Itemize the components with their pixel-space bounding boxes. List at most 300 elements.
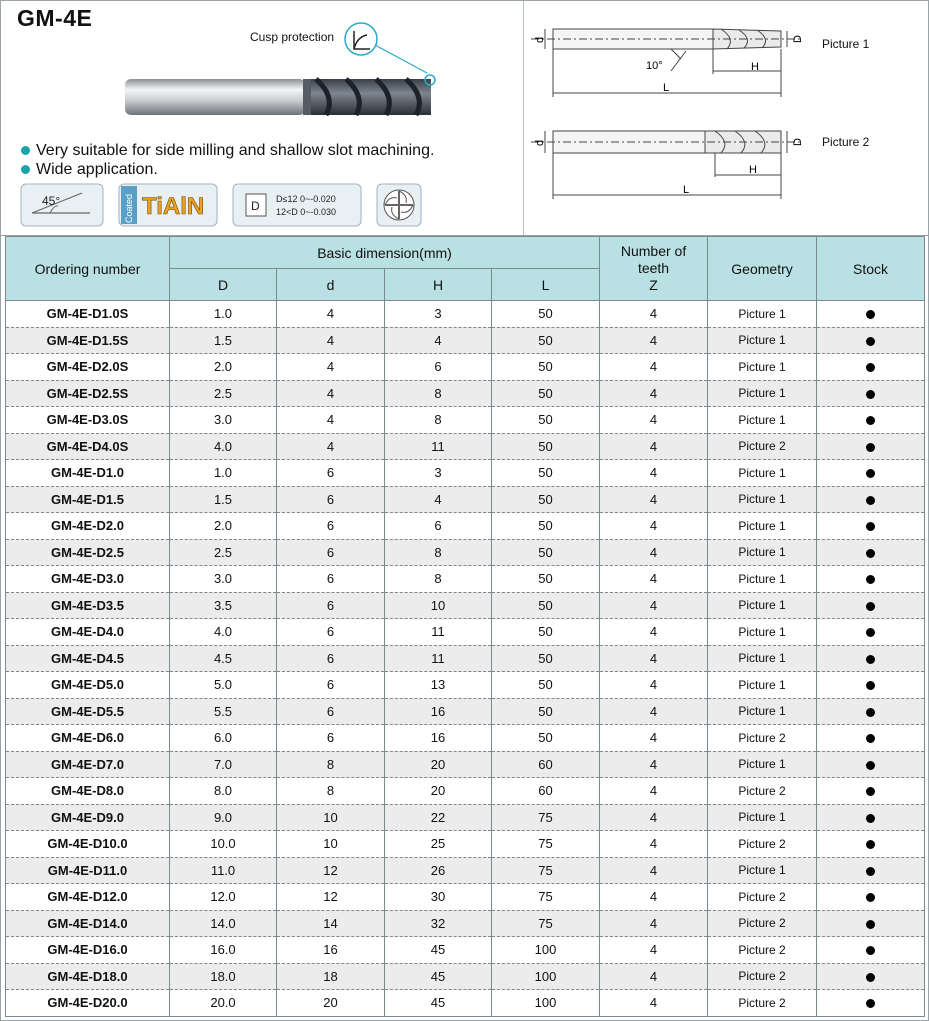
teeth-cell: 4 (600, 831, 708, 858)
stock-cell (817, 778, 925, 805)
in-stock-dot-icon (866, 973, 875, 982)
in-stock-dot-icon (866, 655, 875, 664)
stock-cell (817, 857, 925, 884)
stock-cell (817, 460, 925, 487)
teeth-cell: 4 (600, 301, 708, 328)
D-cell: 8.0 (170, 778, 277, 805)
d-cell: 4 (277, 327, 385, 354)
in-stock-dot-icon (866, 787, 875, 796)
stock-cell (817, 910, 925, 937)
H-cell: 8 (385, 380, 492, 407)
svg-text:Coated: Coated (124, 193, 134, 223)
svg-text:TiAlN: TiAlN (142, 193, 205, 220)
cusp-protection-label: Cusp protection (250, 30, 335, 44)
stock-cell (817, 619, 925, 646)
teeth-cell: 4 (600, 539, 708, 566)
table-row (6, 698, 925, 725)
d-cell: 6 (277, 539, 385, 566)
H-cell: 26 (385, 857, 492, 884)
geometry-cell: Picture 1 (708, 804, 817, 831)
H-cell: 45 (385, 990, 492, 1017)
table-row (6, 990, 925, 1017)
geometry-cell: Picture 1 (708, 407, 817, 434)
in-stock-dot-icon (866, 708, 875, 717)
geometry-cell: Picture 1 (708, 592, 817, 619)
in-stock-dot-icon (866, 602, 875, 611)
H-cell: 45 (385, 963, 492, 990)
D-cell: 1.0 (170, 301, 277, 328)
in-stock-dot-icon (866, 814, 875, 823)
in-stock-dot-icon (866, 575, 875, 584)
d-cell: 4 (277, 433, 385, 460)
ordering-number-cell: GM-4E-D4.0S (6, 433, 170, 460)
table-row (6, 778, 925, 805)
H-cell: 30 (385, 884, 492, 911)
ordering-number-cell: GM-4E-D1.0 (6, 460, 170, 487)
D-cell: 11.0 (170, 857, 277, 884)
svg-text:12<D 0~-0.030: 12<D 0~-0.030 (276, 207, 337, 217)
header-d: d (277, 269, 385, 301)
d-cell: 12 (277, 884, 385, 911)
H-cell: 25 (385, 831, 492, 858)
d-cell: 18 (277, 963, 385, 990)
bullet-dot-icon (21, 165, 30, 174)
H-cell: 16 (385, 698, 492, 725)
H-cell: 22 (385, 804, 492, 831)
teeth-cell: 4 (600, 778, 708, 805)
d-cell: 6 (277, 619, 385, 646)
teeth-cell: 4 (600, 645, 708, 672)
ordering-number-cell: GM-4E-D2.0S (6, 354, 170, 381)
L-cell: 50 (492, 460, 600, 487)
L-cell: 75 (492, 857, 600, 884)
ordering-number-cell: GM-4E-D5.5 (6, 698, 170, 725)
ordering-number-cell: GM-4E-D18.0 (6, 963, 170, 990)
ordering-number-cell: GM-4E-D3.0S (6, 407, 170, 434)
ordering-number-cell: GM-4E-D3.0 (6, 566, 170, 593)
table-row (6, 963, 925, 990)
table-row (6, 910, 925, 937)
teeth-cell: 4 (600, 884, 708, 911)
in-stock-dot-icon (866, 337, 875, 346)
ordering-number-cell: GM-4E-D8.0 (6, 778, 170, 805)
D-cell: 12.0 (170, 884, 277, 911)
D-cell: 5.5 (170, 698, 277, 725)
d-cell: 8 (277, 751, 385, 778)
picture-2-diagram (531, 131, 804, 199)
header-ordering-number: Ordering number (6, 237, 170, 301)
stock-cell (817, 804, 925, 831)
L-cell: 50 (492, 354, 600, 381)
feature-item: Wide application. (21, 160, 434, 179)
stock-cell (817, 354, 925, 381)
geometry-cell: Picture 2 (708, 937, 817, 964)
H-cell: 6 (385, 513, 492, 540)
geometry-cell: Picture 1 (708, 698, 817, 725)
table-row (6, 725, 925, 752)
teeth-cell: 4 (600, 990, 708, 1017)
D-cell: 1.0 (170, 460, 277, 487)
D-cell: 3.5 (170, 592, 277, 619)
teeth-cell: 4 (600, 619, 708, 646)
svg-text:L: L (683, 184, 690, 196)
ordering-number-cell: GM-4E-D6.0 (6, 725, 170, 752)
table-row (6, 407, 925, 434)
header-L: L (492, 269, 600, 301)
ordering-number-cell: GM-4E-D2.5S (6, 380, 170, 407)
d-cell: 6 (277, 725, 385, 752)
L-cell: 60 (492, 751, 600, 778)
feature-item: Very suitable for side milling and shallow slot machining. (21, 141, 434, 160)
H-cell: 32 (385, 910, 492, 937)
svg-text:L: L (663, 82, 670, 94)
d-cell: 6 (277, 460, 385, 487)
feature-list (21, 141, 434, 179)
L-cell: 50 (492, 619, 600, 646)
ordering-number-cell: GM-4E-D12.0 (6, 884, 170, 911)
geometry-cell: Picture 2 (708, 963, 817, 990)
d-cell: 6 (277, 566, 385, 593)
in-stock-dot-icon (866, 681, 875, 690)
D-cell: 4.0 (170, 619, 277, 646)
table-row (6, 937, 925, 964)
ordering-number-cell: GM-4E-D2.5 (6, 539, 170, 566)
stock-cell (817, 672, 925, 699)
L-cell: 50 (492, 566, 600, 593)
L-cell: 75 (492, 910, 600, 937)
table-row (6, 619, 925, 646)
L-cell: 100 (492, 937, 600, 964)
teeth-cell: 4 (600, 513, 708, 540)
picture-2-label: Picture 2 (822, 135, 870, 149)
ordering-number-cell: GM-4E-D1.5 (6, 486, 170, 513)
stock-cell (817, 645, 925, 672)
in-stock-dot-icon (866, 522, 875, 531)
in-stock-dot-icon (866, 549, 875, 558)
table-row (6, 301, 925, 328)
H-cell: 11 (385, 645, 492, 672)
table-row (6, 645, 925, 672)
teeth-cell: 4 (600, 698, 708, 725)
L-cell: 50 (492, 539, 600, 566)
geometry-cell: Picture 1 (708, 672, 817, 699)
in-stock-dot-icon (866, 496, 875, 505)
geometry-cell: Picture 2 (708, 884, 817, 911)
stock-cell (817, 380, 925, 407)
geometry-cell: Picture 2 (708, 778, 817, 805)
H-cell: 20 (385, 778, 492, 805)
tolerance-badge (233, 184, 361, 226)
svg-text:d: d (534, 139, 546, 146)
stock-cell (817, 831, 925, 858)
in-stock-dot-icon (866, 867, 875, 876)
table-row (6, 751, 925, 778)
svg-text:H: H (751, 61, 759, 73)
table-row (6, 672, 925, 699)
H-cell: 8 (385, 539, 492, 566)
teeth-cell: 4 (600, 910, 708, 937)
stock-cell (817, 486, 925, 513)
table-row (6, 566, 925, 593)
header-stock: Stock (817, 237, 925, 301)
d-cell: 4 (277, 407, 385, 434)
teeth-cell: 4 (600, 433, 708, 460)
D-cell: 10.0 (170, 831, 277, 858)
D-cell: 4.5 (170, 645, 277, 672)
D-cell: 6.0 (170, 725, 277, 752)
table-row (6, 831, 925, 858)
ordering-number-cell: GM-4E-D7.0 (6, 751, 170, 778)
header-number-of-teeth: Number of teeth Z (600, 237, 708, 301)
d-cell: 6 (277, 698, 385, 725)
ordering-number-cell: GM-4E-D1.0S (6, 301, 170, 328)
ordering-number-cell: GM-4E-D10.0 (6, 831, 170, 858)
D-cell: 4.0 (170, 433, 277, 460)
stock-cell (817, 884, 925, 911)
d-cell: 10 (277, 831, 385, 858)
svg-text:d: d (534, 36, 546, 43)
L-cell: 50 (492, 672, 600, 699)
H-cell: 8 (385, 407, 492, 434)
in-stock-dot-icon (866, 363, 875, 372)
ordering-number-cell: GM-4E-D1.5S (6, 327, 170, 354)
table-row (6, 857, 925, 884)
H-cell: 20 (385, 751, 492, 778)
stock-cell (817, 725, 925, 752)
teeth-cell: 4 (600, 751, 708, 778)
helix-angle-badge (21, 184, 103, 226)
geometry-cell: Picture 1 (708, 380, 817, 407)
d-cell: 12 (277, 857, 385, 884)
teeth-cell: 4 (600, 327, 708, 354)
geometry-cell: Picture 1 (708, 460, 817, 487)
table-row (6, 433, 925, 460)
H-cell: 4 (385, 327, 492, 354)
D-cell: 7.0 (170, 751, 277, 778)
geometry-cell: Picture 1 (708, 354, 817, 381)
stock-cell (817, 301, 925, 328)
teeth-cell: 4 (600, 804, 708, 831)
stock-cell (817, 513, 925, 540)
svg-text:D: D (792, 35, 804, 43)
d-cell: 6 (277, 592, 385, 619)
stock-cell (817, 407, 925, 434)
stock-cell (817, 698, 925, 725)
coating-badge (119, 184, 217, 226)
in-stock-dot-icon (866, 840, 875, 849)
stock-cell (817, 990, 925, 1017)
D-cell: 2.0 (170, 354, 277, 381)
H-cell: 3 (385, 460, 492, 487)
in-stock-dot-icon (866, 628, 875, 637)
D-cell: 2.5 (170, 380, 277, 407)
geometry-cell: Picture 1 (708, 301, 817, 328)
product-header (1, 1, 928, 236)
table-row (6, 380, 925, 407)
in-stock-dot-icon (866, 893, 875, 902)
geometry-cell: Picture 1 (708, 857, 817, 884)
L-cell: 50 (492, 725, 600, 752)
D-cell: 9.0 (170, 804, 277, 831)
geometry-cell: Picture 1 (708, 566, 817, 593)
ordering-number-cell: GM-4E-D3.5 (6, 592, 170, 619)
ordering-number-cell: GM-4E-D5.0 (6, 672, 170, 699)
ordering-number-cell: GM-4E-D9.0 (6, 804, 170, 831)
teeth-cell: 4 (600, 937, 708, 964)
H-cell: 11 (385, 619, 492, 646)
teeth-cell: 4 (600, 380, 708, 407)
L-cell: 60 (492, 778, 600, 805)
d-cell: 4 (277, 354, 385, 381)
L-cell: 50 (492, 486, 600, 513)
teeth-cell: 4 (600, 857, 708, 884)
L-cell: 75 (492, 804, 600, 831)
ordering-number-cell: GM-4E-D4.0 (6, 619, 170, 646)
geometry-cell: Picture 2 (708, 910, 817, 937)
geometry-cell: Picture 2 (708, 990, 817, 1017)
L-cell: 50 (492, 698, 600, 725)
stock-cell (817, 327, 925, 354)
table-row (6, 539, 925, 566)
H-cell: 3 (385, 301, 492, 328)
H-cell: 11 (385, 433, 492, 460)
ordering-number-cell: GM-4E-D14.0 (6, 910, 170, 937)
bullet-dot-icon (21, 146, 30, 155)
D-cell: 5.0 (170, 672, 277, 699)
header-H: H (385, 269, 492, 301)
in-stock-dot-icon (866, 469, 875, 478)
L-cell: 50 (492, 645, 600, 672)
L-cell: 50 (492, 380, 600, 407)
in-stock-dot-icon (866, 390, 875, 399)
geometry-cell: Picture 2 (708, 433, 817, 460)
d-cell: 4 (277, 301, 385, 328)
d-cell: 20 (277, 990, 385, 1017)
teeth-cell: 4 (600, 963, 708, 990)
D-cell: 1.5 (170, 327, 277, 354)
teeth-cell: 4 (600, 725, 708, 752)
D-cell: 1.5 (170, 486, 277, 513)
in-stock-dot-icon (866, 310, 875, 319)
svg-text:D: D (792, 138, 804, 146)
table-row (6, 486, 925, 513)
geometry-cell: Picture 1 (708, 539, 817, 566)
svg-text:D≤12 0~-0.020: D≤12 0~-0.020 (276, 194, 336, 204)
L-cell: 100 (492, 990, 600, 1017)
svg-text:H: H (749, 164, 757, 176)
d-cell: 6 (277, 672, 385, 699)
d-cell: 10 (277, 804, 385, 831)
in-stock-dot-icon (866, 946, 875, 955)
L-cell: 50 (492, 592, 600, 619)
ordering-number-cell: GM-4E-D16.0 (6, 937, 170, 964)
in-stock-dot-icon (866, 761, 875, 770)
stock-cell (817, 433, 925, 460)
L-cell: 50 (492, 513, 600, 540)
spec-badges (20, 183, 430, 229)
ordering-number-cell: GM-4E-D11.0 (6, 857, 170, 884)
H-cell: 6 (385, 354, 492, 381)
d-cell: 16 (277, 937, 385, 964)
d-cell: 8 (277, 778, 385, 805)
teeth-cell: 4 (600, 407, 708, 434)
L-cell: 50 (492, 301, 600, 328)
table-row (6, 460, 925, 487)
d-cell: 6 (277, 513, 385, 540)
in-stock-dot-icon (866, 443, 875, 452)
H-cell: 10 (385, 592, 492, 619)
d-cell: 6 (277, 645, 385, 672)
ordering-number-cell: GM-4E-D2.0 (6, 513, 170, 540)
header-geometry: Geometry (708, 237, 817, 301)
picture-1-label: Picture 1 (822, 37, 870, 51)
teeth-cell: 4 (600, 354, 708, 381)
D-cell: 3.0 (170, 566, 277, 593)
D-cell: 3.0 (170, 407, 277, 434)
d-cell: 14 (277, 910, 385, 937)
in-stock-dot-icon (866, 999, 875, 1008)
stock-cell (817, 592, 925, 619)
D-cell: 18.0 (170, 963, 277, 990)
svg-text:D: D (251, 199, 260, 213)
H-cell: 16 (385, 725, 492, 752)
L-cell: 50 (492, 433, 600, 460)
end-mill-illustration (111, 11, 451, 121)
geometry-cell: Picture 1 (708, 486, 817, 513)
in-stock-dot-icon (866, 416, 875, 425)
teeth-cell: 4 (600, 672, 708, 699)
L-cell: 75 (492, 884, 600, 911)
d-cell: 6 (277, 486, 385, 513)
geometry-cell: Picture 1 (708, 645, 817, 672)
table-row (6, 354, 925, 381)
teeth-cell: 4 (600, 486, 708, 513)
table-row (6, 327, 925, 354)
stock-cell (817, 751, 925, 778)
L-cell: 100 (492, 963, 600, 990)
geometry-cell: Picture 1 (708, 327, 817, 354)
header-divider (523, 1, 524, 235)
table-row (6, 804, 925, 831)
table-row (6, 884, 925, 911)
table-body (6, 301, 925, 1017)
teeth-cell: 4 (600, 566, 708, 593)
d-cell: 4 (277, 380, 385, 407)
stock-cell (817, 566, 925, 593)
picture-1-diagram (531, 29, 804, 97)
H-cell: 4 (385, 486, 492, 513)
H-cell: 13 (385, 672, 492, 699)
stock-cell (817, 937, 925, 964)
in-stock-dot-icon (866, 920, 875, 929)
H-cell: 45 (385, 937, 492, 964)
in-stock-dot-icon (866, 734, 875, 743)
ordering-table (5, 236, 925, 1017)
teeth-cell: 4 (600, 460, 708, 487)
D-cell: 2.5 (170, 539, 277, 566)
teeth-cell: 4 (600, 592, 708, 619)
ordering-number-cell: GM-4E-D20.0 (6, 990, 170, 1017)
four-flute-icon (377, 184, 421, 226)
svg-text:10°: 10° (646, 60, 663, 72)
D-cell: 20.0 (170, 990, 277, 1017)
D-cell: 16.0 (170, 937, 277, 964)
geometry-cell: Picture 1 (708, 513, 817, 540)
table-row (6, 513, 925, 540)
product-title: GM-4E (17, 5, 93, 31)
H-cell: 8 (385, 566, 492, 593)
header-D: D (170, 269, 277, 301)
